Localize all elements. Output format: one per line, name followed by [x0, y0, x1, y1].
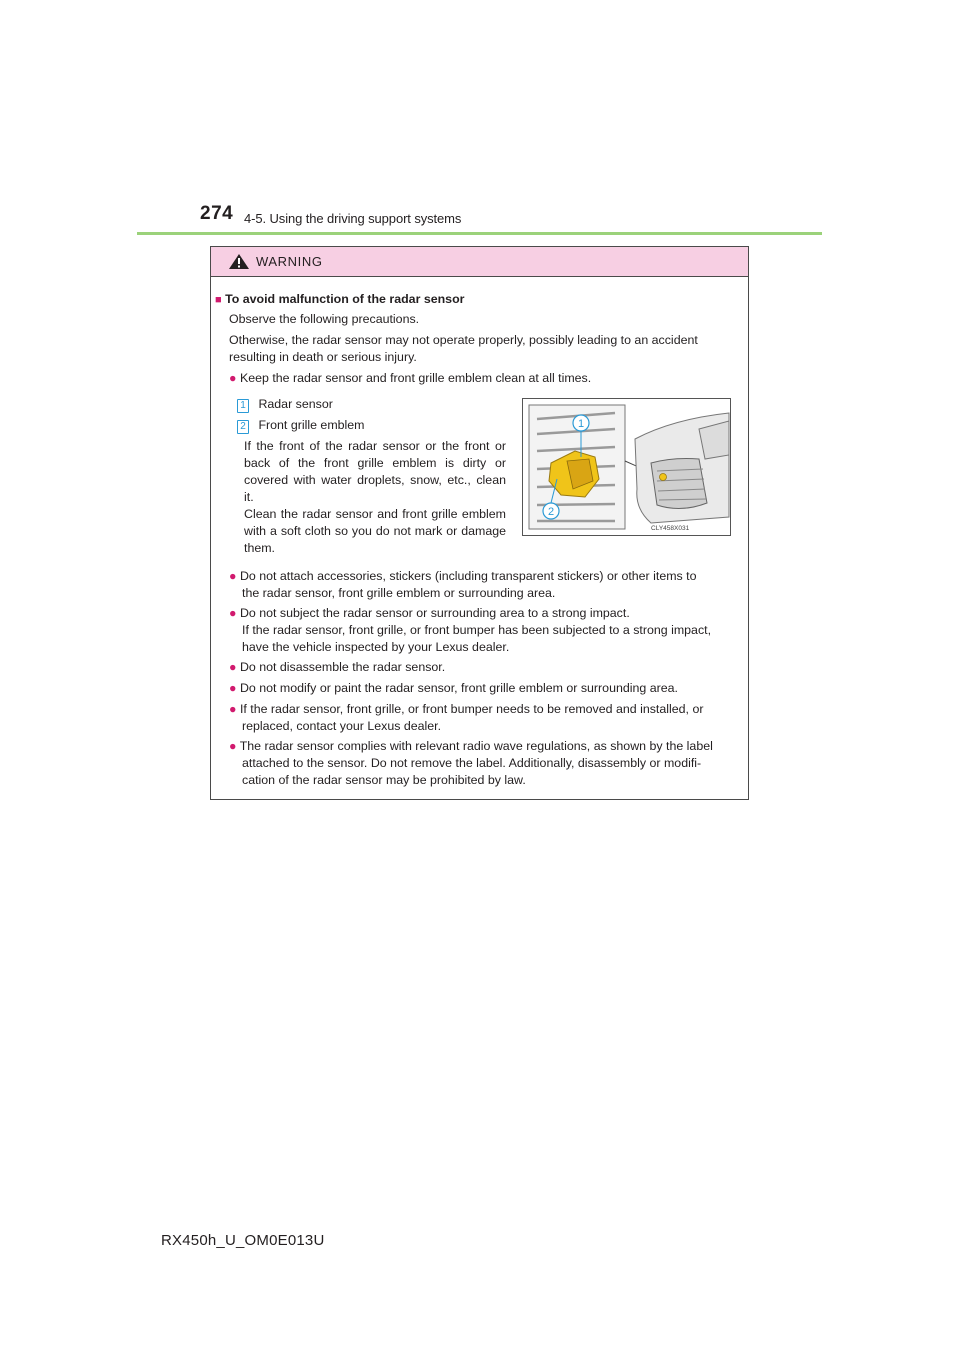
warning-triangle-icon	[228, 253, 250, 270]
intro-line-2b: resulting in death or serious injury.	[229, 350, 417, 364]
round-bullet-icon: ●	[229, 660, 237, 674]
bullet-text: Keep the radar sensor and front grille emblem clean at all times.	[239, 371, 592, 385]
round-bullet-icon: ●	[229, 371, 237, 385]
callout-number: 2	[237, 420, 249, 434]
bullet-text: If the radar sensor, front grille, or front bumper needs to be removed and installed, or	[239, 702, 704, 716]
bullet-item	[229, 568, 697, 585]
round-bullet-icon: ●	[229, 702, 237, 716]
grille-diagram	[523, 399, 730, 535]
warning-box	[210, 246, 749, 800]
bullet-continuation: have the vehicle inspected by your Lexus dealer.	[242, 640, 510, 654]
bullet-continuation: cation of the radar sensor may be prohibited by law.	[242, 773, 526, 787]
warning-header	[211, 247, 748, 277]
note-dirty-sensor: If the front of the radar sensor or the front or back of the front grille emblem is dirty or covered with water droplets, snow, etc., clean it.	[244, 439, 506, 504]
bullet-continuation: attached to the sensor. Do not remove the label. Additionally, disassembly or modifi-	[242, 756, 702, 770]
round-bullet-icon: ●	[229, 739, 237, 753]
bullet-continuation: replaced, contact your Lexus dealer.	[242, 719, 442, 733]
svg-text:2: 2	[548, 506, 555, 518]
callout-number: 1	[237, 399, 249, 413]
warning-title: WARNING	[256, 254, 323, 269]
bullet-item	[229, 605, 630, 622]
figure-code: CLY458X031	[651, 525, 690, 532]
callout-label: Front grille emblem	[258, 418, 365, 432]
page-number: 274	[200, 203, 234, 224]
callout-label: Radar sensor	[258, 397, 333, 411]
bullet-text: Do not subject the radar sensor or surrounding area to a strong impact.	[239, 606, 630, 620]
bullet-item	[229, 701, 703, 718]
bullet-continuation: If the radar sensor, front grille, or front bumper has been subjected to a strong impact,	[242, 623, 712, 637]
intro-line-1: Observe the following precautions.	[229, 312, 420, 326]
section-title: 4-5. Using the driving support systems	[244, 211, 462, 226]
radar-sensor-illustration	[522, 398, 731, 536]
square-bullet-icon: ■	[215, 294, 222, 306]
svg-text:1: 1	[578, 418, 585, 430]
heading-text: To avoid malfunction of the radar sensor	[225, 292, 465, 306]
bullet-item	[229, 680, 678, 697]
bullet-item	[229, 738, 713, 755]
header-rule	[137, 232, 822, 235]
bullet-text: The radar sensor complies with relevant radio wave regulations, as shown by the label	[239, 739, 713, 753]
callout-radar-sensor	[237, 396, 333, 413]
bullet-item	[229, 370, 591, 387]
round-bullet-icon: ●	[229, 569, 237, 583]
bullet-text: Do not attach accessories, stickers (including transparent stickers) or other items to	[239, 569, 697, 583]
intro-line-2a: Otherwise, the radar sensor may not operate properly, possibly leading to an accident	[229, 333, 698, 347]
note-clean-sensor: Clean the radar sensor and front grille emblem with a soft cloth so you do not mark or damage them.	[244, 507, 506, 555]
bullet-text: Do not modify or paint the radar sensor, front grille emblem or surrounding area.	[239, 681, 678, 695]
round-bullet-icon: ●	[229, 681, 237, 695]
manual-code: RX450h_U_OM0E013U	[161, 1232, 325, 1249]
warning-heading	[215, 291, 464, 309]
callout-grille-emblem	[237, 417, 365, 434]
bullet-item	[229, 659, 445, 676]
bullet-text: Do not disassemble the radar sensor.	[239, 660, 446, 674]
round-bullet-icon: ●	[229, 606, 237, 620]
bullet-continuation: the radar sensor, front grille emblem or surrounding area.	[242, 586, 556, 600]
